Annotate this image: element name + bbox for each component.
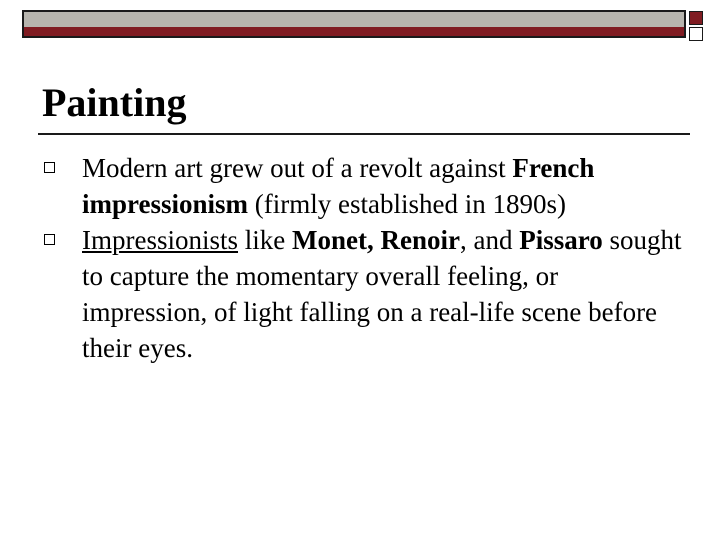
header-maroon-stripe xyxy=(24,27,684,36)
header-filled-square xyxy=(689,11,703,25)
bullet-text-segment: , and xyxy=(459,225,520,255)
bullet-text-bold: Monet, Renoir xyxy=(292,225,460,255)
header-gray-stripe xyxy=(24,12,684,27)
slide-title: Painting xyxy=(42,80,187,125)
title-underline-rule xyxy=(38,133,690,135)
bullet-text-bold: French impressionism xyxy=(82,153,595,219)
bullet-text-bold: Pissaro xyxy=(519,225,603,255)
bullet-text-segment: like xyxy=(238,225,293,255)
square-bullet-icon xyxy=(44,234,55,245)
bullet-text-segment: sought to capture the momentary overall feeling, or impression, of light falling on a real-life scene before their eyes. xyxy=(82,225,682,363)
bullet-text-underlined: Impressionists xyxy=(82,225,239,255)
header-empty-square xyxy=(689,27,703,41)
square-bullet-icon xyxy=(44,162,55,173)
bullet-text-segment: (firmly established in 1890s) xyxy=(248,189,566,219)
header-decoration-bar xyxy=(22,10,686,38)
bullet-text-segment: Modern art grew out of a revolt against xyxy=(82,153,513,183)
bullet-item xyxy=(44,222,684,366)
bullet-item xyxy=(44,150,684,222)
bullet-list xyxy=(44,150,684,366)
